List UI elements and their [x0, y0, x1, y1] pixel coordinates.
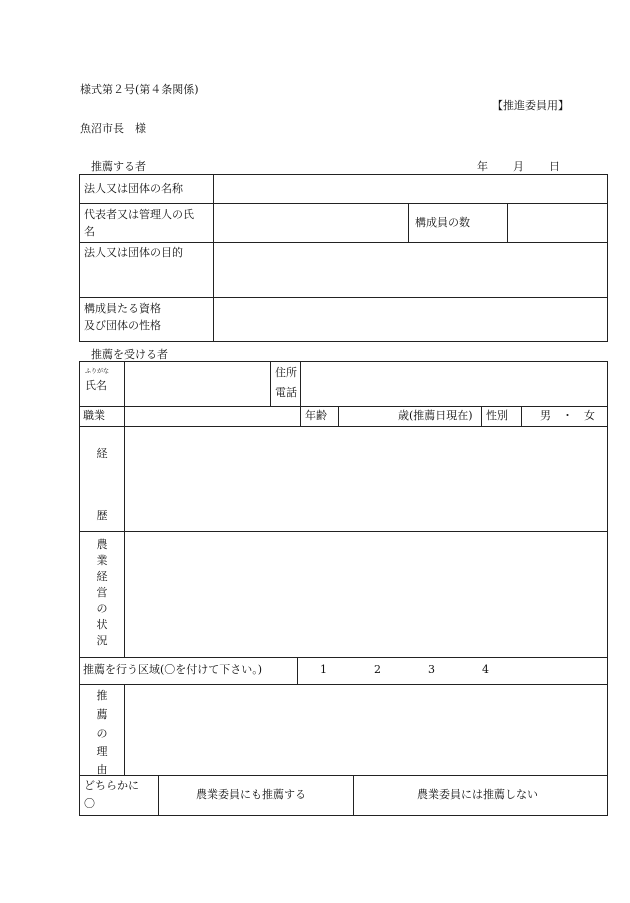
form-number: 様式第２号(第４条関係): [80, 83, 199, 96]
reason-char-5: 由: [96, 763, 108, 776]
farm-status-char-3: 経: [96, 570, 108, 583]
rep-name-label-line1: 代表者又は管理人の氏: [84, 208, 194, 221]
recommender-section-title: 推薦する者: [91, 160, 146, 173]
qualification-label-line1: 構成員たる資格: [84, 302, 161, 315]
choice-label-line1: どちらかに: [84, 779, 139, 792]
farm-status-char-6: 状: [96, 618, 108, 631]
purpose-label: 法人又は団体の目的: [84, 246, 183, 259]
farm-status-char-2: 業: [96, 554, 108, 567]
district-option-2[interactable]: 2: [374, 663, 381, 676]
career-label-char-2: 歴: [96, 509, 108, 522]
choice-option-also-recommend[interactable]: 農業委員にも推薦する: [196, 788, 306, 801]
org-name-label: 法人又は団体の名称: [84, 182, 183, 195]
qualification-label-line2: 及び団体の性格: [84, 319, 161, 332]
district-option-3[interactable]: 3: [428, 663, 435, 676]
reason-char-1: 推: [96, 689, 108, 702]
date-day-label: 日: [549, 160, 560, 173]
farm-status-char-7: 況: [96, 634, 108, 647]
recommendee-section-title: 推薦を受ける者: [91, 348, 168, 361]
gender-options: 男 ・ 女: [540, 409, 595, 422]
occupation-label: 職業: [83, 409, 105, 422]
reason-char-4: 理: [96, 745, 108, 758]
career-label-char-1: 経: [96, 447, 108, 460]
farm-status-char-1: 農: [96, 538, 108, 551]
name-label: 氏名: [85, 379, 107, 392]
date-year-label: 年: [477, 160, 488, 173]
choice-option-not-recommend[interactable]: 農業委員には推薦しない: [417, 788, 538, 801]
reason-char-3: の: [96, 727, 108, 740]
gender-label: 性別: [486, 409, 508, 422]
district-option-4[interactable]: 4: [482, 663, 489, 676]
committee-use-label: 【推進委員用】: [492, 99, 569, 112]
age-label: 年齢: [305, 409, 327, 422]
district-label: 推薦を行う区域(〇を付けて下さい。): [83, 663, 263, 676]
addressee: 魚沼市長 様: [80, 122, 146, 135]
address-label: 住所: [275, 366, 297, 379]
date-month-label: 月: [513, 160, 524, 173]
furigana-label: ふりがな: [85, 368, 110, 375]
farm-status-char-5: の: [96, 602, 108, 615]
district-option-1[interactable]: 1: [320, 663, 327, 676]
farm-status-char-4: 営: [96, 586, 108, 599]
reason-char-2: 薦: [96, 708, 108, 721]
members-count-label: 構成員の数: [415, 216, 470, 229]
choice-label-line2: 〇: [84, 797, 95, 810]
rep-name-label-line2: 名: [84, 225, 95, 238]
phone-label: 電話: [275, 386, 297, 399]
age-suffix-label: 歳(推薦日現在): [398, 409, 473, 422]
